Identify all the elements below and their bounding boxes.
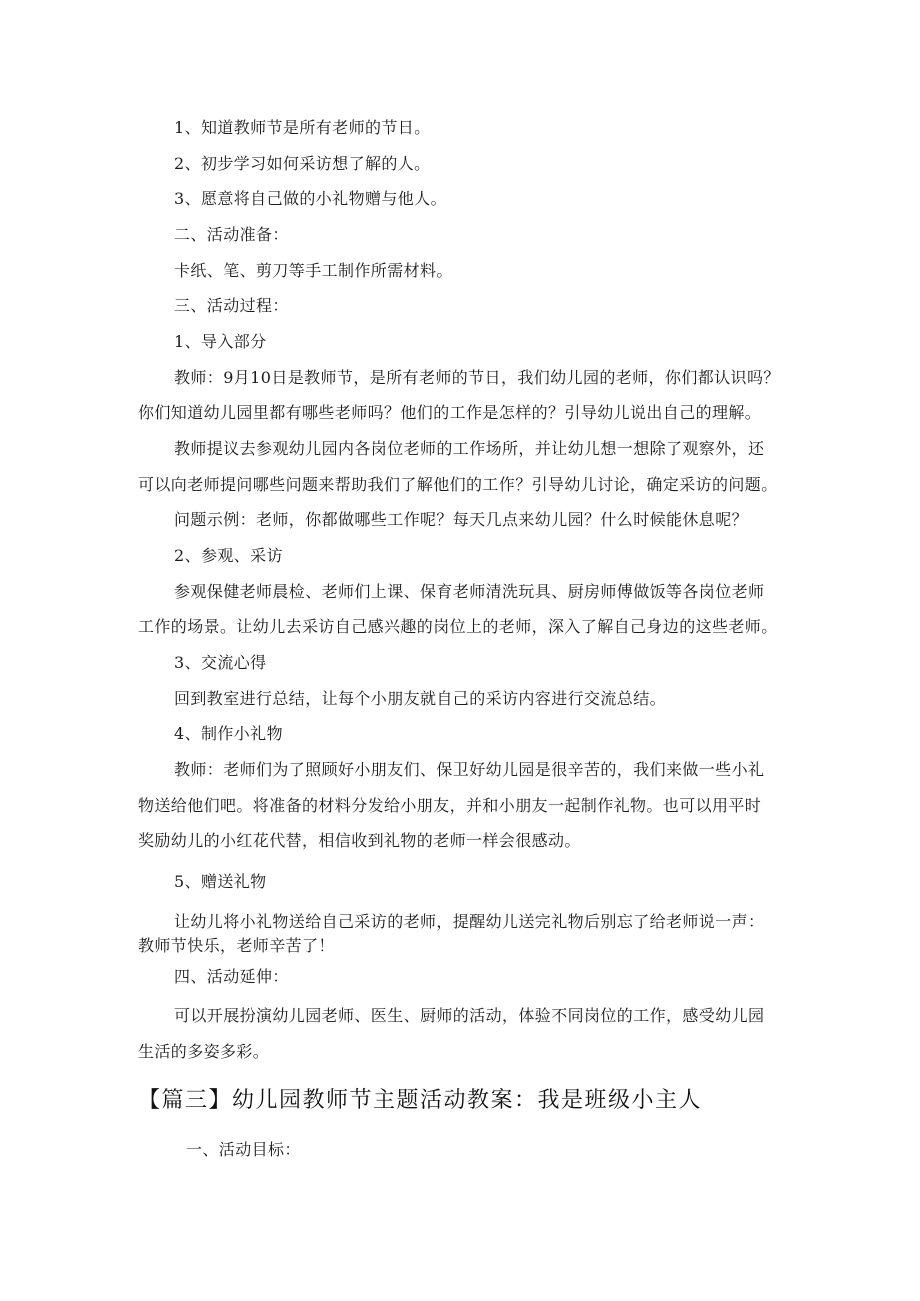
paragraph-line: 教师：9月10日是教师节，是所有老师的节日，我们幼儿园的老师，你们都认识吗？ xyxy=(174,368,780,387)
paragraph-line: 教师提议去参观幼儿园内各岗位老师的工作场所，并让幼儿想一想除了观察外，还 xyxy=(174,439,765,458)
paragraph-line: 教师节快乐，老师辛苦了！ xyxy=(138,936,335,955)
paragraph-line: 问题示例：老师，你都做哪些工作呢？每天几点来幼儿园？什么时候能休息呢？ xyxy=(174,510,749,529)
goal-line-1: 1、知道教师节是所有老师的节日。 xyxy=(174,118,431,137)
paragraph-line: 生活的多姿多彩。 xyxy=(138,1042,270,1061)
paragraph-line: 回到教室进行总结，让每个小朋友就自己的采访内容进行交流总结。 xyxy=(174,689,667,708)
goal-line-3: 3、愿意将自己做的小礼物赠与他人。 xyxy=(174,189,447,208)
paragraph-line: 你们知道幼儿园里都有哪些老师吗？他们的工作是怎样的？引导幼儿说出自己的理解。 xyxy=(138,403,762,422)
goal-line-2: 2、初步学习如何采访想了解的人。 xyxy=(174,154,431,173)
paragraph-line: 工作的场景。让幼儿去采访自己感兴趣的岗位上的老师，深入了解自己身边的这些老师。 xyxy=(138,617,778,636)
paragraph-line: 奖励幼儿的小红花代替，相信收到礼物的老师一样会很感动。 xyxy=(138,831,581,850)
section-heading-extension: 四、活动延伸： xyxy=(174,967,289,986)
paragraph-line: 教师：老师们为了照顾好小朋友们、保卫好幼儿园是很辛苦的，我们来做一些小礼 xyxy=(174,760,765,779)
preparation-text: 卡纸、笔、剪刀等手工制作所需材料。 xyxy=(174,261,453,280)
step-heading-make-gift: 4、制作小礼物 xyxy=(174,724,283,743)
paragraph-line: 让幼儿将小礼物送给自己采访的老师，提醒幼儿送完礼物后别忘了给老师说一声： xyxy=(174,912,765,931)
step-heading-intro: 1、导入部分 xyxy=(174,332,267,351)
step-heading-give-gift: 5、赠送礼物 xyxy=(174,872,267,891)
step-heading-share: 3、交流心得 xyxy=(174,653,267,672)
step-heading-visit: 2、参观、采访 xyxy=(174,546,283,565)
paragraph-line: 参观保健老师晨检、老师们上课、保育老师清洗玩具、厨房师傅做饭等各岗位老师 xyxy=(174,582,765,601)
article-section-title: 【篇三】幼儿园教师节主题活动教案：我是班级小主人 xyxy=(138,1088,703,1113)
section-heading-goals: 一、活动目标： xyxy=(186,1140,301,1159)
paragraph-line: 物送给他们吧。将准备的材料分发给小朋友，并和小朋友一起制作礼物。也可以用平时 xyxy=(138,796,762,815)
section-heading-process: 三、活动过程： xyxy=(174,296,289,315)
section-heading-preparation: 二、活动准备： xyxy=(174,225,289,244)
paragraph-line: 可以开展扮演幼儿园老师、医生、厨师的活动，体验不同岗位的工作，感受幼儿园 xyxy=(174,1006,765,1025)
paragraph-line: 可以向老师提问哪些问题来帮助我们了解他们的工作？引导幼儿讨论，确定采访的问题。 xyxy=(138,475,778,494)
